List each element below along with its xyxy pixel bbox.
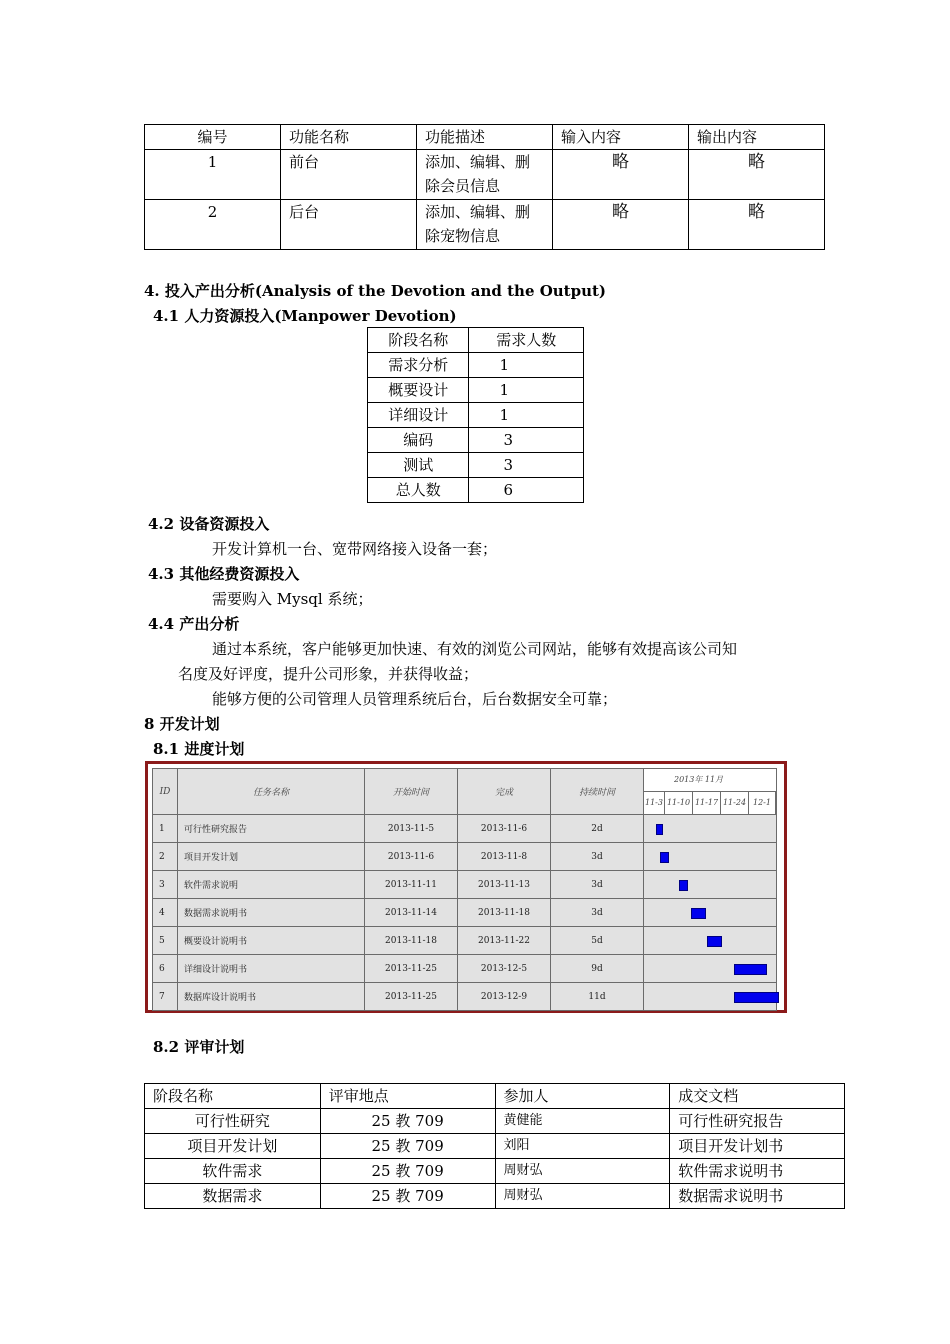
section-4-2-heading: 4.2 设备资源投入 bbox=[148, 515, 270, 533]
gantt-cell-end: 2013-11-18 bbox=[458, 899, 551, 927]
gantt-cell-name: 数据需求说明书 bbox=[178, 899, 365, 927]
table-row bbox=[145, 200, 825, 250]
section-4-2-text: 开发计算机一台、宽带网络接入设备一套； bbox=[212, 540, 498, 558]
gantt-cell-name: 详细设计说明书 bbox=[178, 955, 365, 983]
section-8-2-heading: 8.2 评审计划 bbox=[153, 1038, 245, 1056]
gantt-bar bbox=[679, 880, 688, 891]
cell-stage: 概要设计 bbox=[368, 378, 469, 403]
header-cell: 功能名称 bbox=[281, 125, 417, 150]
cell-name: 后台 bbox=[281, 200, 417, 250]
cell-stage: 测试 bbox=[368, 453, 469, 478]
table-row bbox=[368, 428, 584, 453]
section-4-4-heading: 4.4 产出分析 bbox=[148, 615, 240, 633]
gantt-cell-duration: 5d bbox=[551, 927, 644, 955]
gantt-task-row bbox=[153, 955, 777, 983]
gantt-bar bbox=[734, 992, 780, 1003]
cell-count: 3 bbox=[469, 453, 584, 478]
gantt-cell-name: 数据库设计说明书 bbox=[178, 983, 365, 1011]
cell-count: 3 bbox=[469, 428, 584, 453]
cell-stage: 详细设计 bbox=[368, 403, 469, 428]
gantt-week: 11-17 bbox=[693, 792, 721, 814]
gantt-cell-duration: 3d bbox=[551, 871, 644, 899]
section-4-heading: 4. 投入产出分析(Analysis of the Devotion and the Output) bbox=[144, 282, 607, 300]
gantt-cell-end: 2013-12-5 bbox=[458, 955, 551, 983]
table-row bbox=[145, 1134, 845, 1159]
gantt-week-row bbox=[644, 792, 776, 814]
gantt-cell-name: 概要设计说明书 bbox=[178, 927, 365, 955]
cell-doc: 软件需求说明书 bbox=[670, 1159, 845, 1184]
gantt-cell-end: 2013-11-6 bbox=[458, 815, 551, 843]
cell-people: 周财弘 bbox=[495, 1159, 670, 1184]
table-header-row bbox=[145, 125, 825, 150]
cell-stage: 需求分析 bbox=[368, 353, 469, 378]
cell-place: 25 教 709 bbox=[320, 1184, 495, 1209]
table-header-row bbox=[368, 328, 584, 353]
cell-stage: 项目开发计划 bbox=[145, 1134, 321, 1159]
cell-input: 略 bbox=[553, 150, 689, 200]
table-row bbox=[368, 353, 584, 378]
gantt-cell-start: 2013-11-5 bbox=[365, 815, 458, 843]
gantt-cell-timeline bbox=[644, 815, 777, 843]
cell-id: 2 bbox=[145, 200, 281, 250]
table-row bbox=[145, 150, 825, 200]
header-cell: 输出内容 bbox=[689, 125, 825, 150]
gantt-cell-id: 7 bbox=[153, 983, 178, 1011]
cell-desc bbox=[417, 200, 553, 250]
gantt-cell-duration: 11d bbox=[551, 983, 644, 1011]
cell-stage: 编码 bbox=[368, 428, 469, 453]
gantt-bar bbox=[660, 852, 669, 863]
table-row bbox=[145, 1159, 845, 1184]
gantt-cell-end: 2013-11-13 bbox=[458, 871, 551, 899]
cell-count: 6 bbox=[469, 478, 584, 503]
gantt-week: 11-24 bbox=[721, 792, 749, 814]
header-cell: 参加人 bbox=[495, 1084, 670, 1109]
section-4-4-para2: 能够方便的公司管理人员管理系统后台，后台数据安全可靠； bbox=[212, 690, 618, 708]
cell-place: 25 教 709 bbox=[320, 1109, 495, 1134]
gantt-header-row bbox=[153, 769, 777, 815]
gantt-header-id: ID bbox=[153, 769, 178, 815]
gantt-week: 12-1 bbox=[749, 792, 776, 814]
cell-people: 刘阳 bbox=[495, 1134, 670, 1159]
cell-name: 前台 bbox=[281, 150, 417, 200]
function-table bbox=[144, 124, 825, 250]
gantt-cell-duration: 3d bbox=[551, 843, 644, 871]
cell-place: 25 教 709 bbox=[320, 1134, 495, 1159]
cell-doc: 项目开发计划书 bbox=[670, 1134, 845, 1159]
section-4-1-heading: 4.1 人力资源投入(Manpower Devotion) bbox=[153, 307, 457, 325]
gantt-header-end: 完成 bbox=[458, 769, 551, 815]
section-4-4-para1-line1: 通过本系统，客户能够更加快速、有效的浏览公司网站，能够有效提高该公司知 bbox=[212, 640, 738, 658]
gantt-bar bbox=[691, 908, 706, 919]
cell-output: 略 bbox=[689, 200, 825, 250]
gantt-week: 11-3 bbox=[644, 792, 665, 814]
desc-line: 添加、编辑、删 bbox=[425, 153, 531, 171]
gantt-cell-id: 3 bbox=[153, 871, 178, 899]
gantt-cell-duration: 9d bbox=[551, 955, 644, 983]
desc-line: 添加、编辑、删 bbox=[425, 203, 531, 221]
header-cell: 编号 bbox=[145, 125, 281, 150]
header-cell: 功能描述 bbox=[417, 125, 553, 150]
gantt-header-start: 开始时间 bbox=[365, 769, 458, 815]
header-cell: 需求人数 bbox=[469, 328, 584, 353]
cell-count: 1 bbox=[469, 378, 584, 403]
gantt-header-timeline bbox=[644, 769, 777, 815]
desc-line: 除会员信息 bbox=[425, 177, 501, 195]
gantt-cell-id: 4 bbox=[153, 899, 178, 927]
cell-doc: 数据需求说明书 bbox=[670, 1184, 845, 1209]
gantt-cell-start: 2013-11-6 bbox=[365, 843, 458, 871]
table-row bbox=[145, 1109, 845, 1134]
table-row bbox=[368, 403, 584, 428]
cell-stage: 总人数 bbox=[368, 478, 469, 503]
gantt-bar bbox=[707, 936, 722, 947]
gantt-cell-name: 项目开发计划 bbox=[178, 843, 365, 871]
gantt-chart bbox=[145, 761, 787, 1013]
gantt-task-row bbox=[153, 927, 777, 955]
cell-output: 略 bbox=[689, 150, 825, 200]
gantt-month-label: 2013年 11月 bbox=[644, 769, 776, 792]
gantt-task-row bbox=[153, 899, 777, 927]
table-row bbox=[145, 1184, 845, 1209]
gantt-cell-name: 软件需求说明 bbox=[178, 871, 365, 899]
gantt-cell-start: 2013-11-11 bbox=[365, 871, 458, 899]
cell-input: 略 bbox=[553, 200, 689, 250]
header-cell: 阶段名称 bbox=[368, 328, 469, 353]
header-cell: 成交文档 bbox=[670, 1084, 845, 1109]
table-header-row bbox=[145, 1084, 845, 1109]
table-row bbox=[368, 453, 584, 478]
section-8-heading: 8 开发计划 bbox=[144, 715, 220, 733]
gantt-cell-id: 1 bbox=[153, 815, 178, 843]
header-cell: 评审地点 bbox=[320, 1084, 495, 1109]
gantt-header-name: 任务名称 bbox=[178, 769, 365, 815]
cell-id: 1 bbox=[145, 150, 281, 200]
gantt-cell-end: 2013-12-9 bbox=[458, 983, 551, 1011]
gantt-week: 11-10 bbox=[665, 792, 693, 814]
cell-stage: 软件需求 bbox=[145, 1159, 321, 1184]
gantt-task-row bbox=[153, 815, 777, 843]
cell-place: 25 教 709 bbox=[320, 1159, 495, 1184]
gantt-cell-duration: 3d bbox=[551, 899, 644, 927]
gantt-cell-start: 2013-11-25 bbox=[365, 983, 458, 1011]
cell-count: 1 bbox=[469, 403, 584, 428]
gantt-cell-start: 2013-11-14 bbox=[365, 899, 458, 927]
gantt-bar bbox=[656, 824, 663, 835]
cell-doc: 可行性研究报告 bbox=[670, 1109, 845, 1134]
section-4-3-text: 需要购入 Mysql 系统； bbox=[212, 590, 373, 608]
gantt-cell-id: 5 bbox=[153, 927, 178, 955]
cell-stage: 数据需求 bbox=[145, 1184, 321, 1209]
gantt-cell-timeline bbox=[644, 871, 777, 899]
header-cell: 输入内容 bbox=[553, 125, 689, 150]
gantt-cell-name: 可行性研究报告 bbox=[178, 815, 365, 843]
gantt-task-row bbox=[153, 843, 777, 871]
gantt-cell-id: 2 bbox=[153, 843, 178, 871]
gantt-cell-start: 2013-11-18 bbox=[365, 927, 458, 955]
table-row bbox=[368, 478, 584, 503]
review-table bbox=[144, 1083, 845, 1209]
section-8-1-heading: 8.1 进度计划 bbox=[153, 740, 245, 758]
cell-people: 黄健能 bbox=[495, 1109, 670, 1134]
manpower-table bbox=[367, 327, 584, 503]
gantt-task-row bbox=[153, 983, 777, 1011]
gantt-cell-duration: 2d bbox=[551, 815, 644, 843]
header-cell: 阶段名称 bbox=[145, 1084, 321, 1109]
section-4-4-para1-line2: 名度及好评度，提升公司形象，并获得收益； bbox=[178, 665, 479, 683]
gantt-cell-timeline bbox=[644, 899, 777, 927]
cell-count: 1 bbox=[469, 353, 584, 378]
table-row bbox=[368, 378, 584, 403]
cell-stage: 可行性研究 bbox=[145, 1109, 321, 1134]
gantt-cell-end: 2013-11-8 bbox=[458, 843, 551, 871]
gantt-cell-id: 6 bbox=[153, 955, 178, 983]
gantt-header-duration: 持续时间 bbox=[551, 769, 644, 815]
cell-people: 周财弘 bbox=[495, 1184, 670, 1209]
cell-desc bbox=[417, 150, 553, 200]
gantt-bar bbox=[734, 964, 767, 975]
desc-line: 除宠物信息 bbox=[425, 227, 501, 245]
section-4-3-heading: 4.3 其他经费资源投入 bbox=[148, 565, 300, 583]
gantt-cell-end: 2013-11-22 bbox=[458, 927, 551, 955]
gantt-cell-start: 2013-11-25 bbox=[365, 955, 458, 983]
